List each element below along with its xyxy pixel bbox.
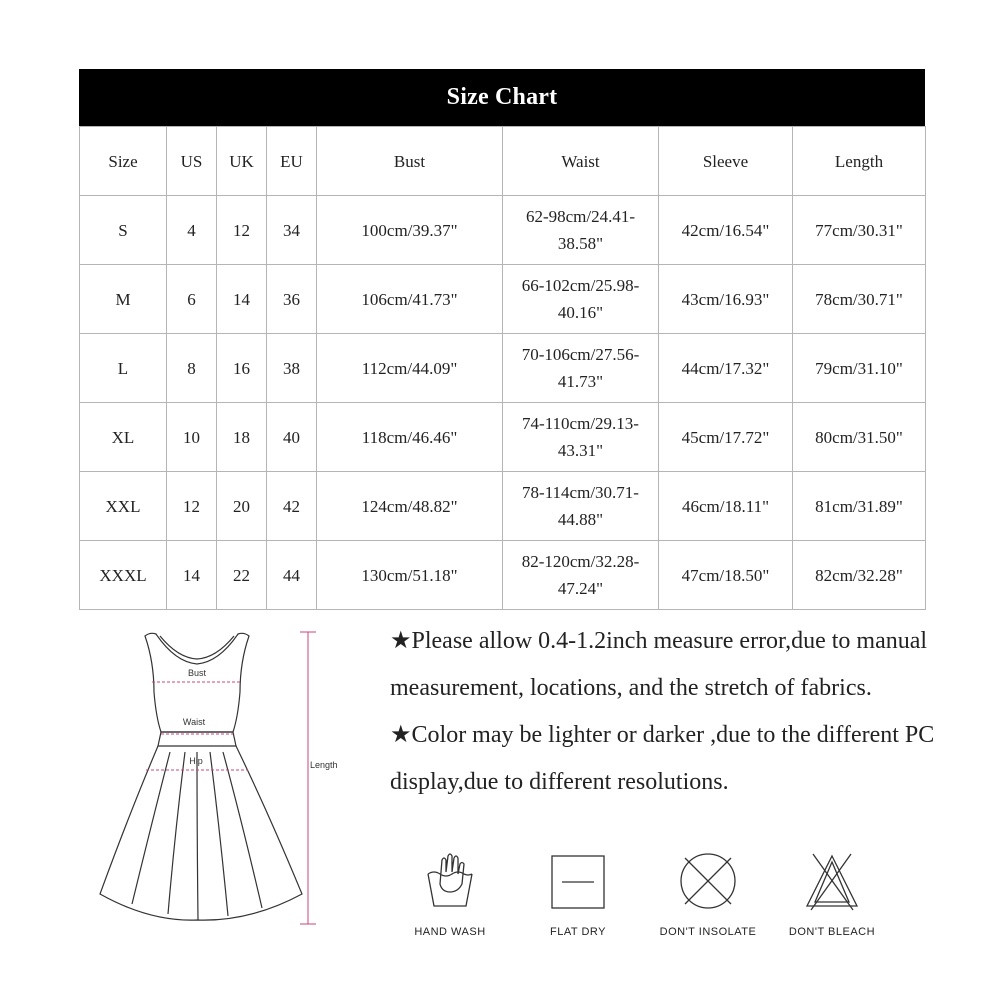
table-row (80, 541, 926, 610)
cell-sleeve: 47cm/18.50" (659, 541, 793, 610)
cell-eu: 36 (267, 265, 317, 334)
cell-size: XXXL (80, 541, 167, 610)
cell-waist: 82-120cm/32.28-47.24" (503, 541, 659, 610)
waist-label: Waist (182, 717, 206, 727)
header-us: US (167, 127, 217, 196)
note-color-variance: ★Color may be lighter or darker ,due to the different PC display,due to different resolutions. (390, 722, 935, 795)
header-sleeve: Sleeve (659, 127, 793, 196)
cell-bust: 118cm/46.46" (317, 403, 503, 472)
table-row (80, 403, 926, 472)
measurement-notes (390, 618, 950, 806)
cell-waist: 62-98cm/24.41-38.58" (503, 196, 659, 265)
cell-size: L (80, 334, 167, 403)
cell-us: 8 (167, 334, 217, 403)
size-chart-title: Size Chart (79, 69, 925, 126)
dont-insolate-label: DON'T INSOLATE (659, 926, 757, 938)
cell-uk: 14 (217, 265, 267, 334)
cell-bust: 130cm/51.18" (317, 541, 503, 610)
cell-us: 6 (167, 265, 217, 334)
cell-uk: 18 (217, 403, 267, 472)
hand-wash-label: HAND WASH (414, 926, 486, 938)
care-flat-dry (508, 850, 648, 938)
dont-bleach-label: DON'T BLEACH (788, 926, 876, 938)
table-row (80, 196, 926, 265)
table-header-row (80, 127, 926, 196)
cell-uk: 12 (217, 196, 267, 265)
cell-uk: 20 (217, 472, 267, 541)
length-label: Length (310, 760, 338, 770)
dress-measurement-diagram (90, 622, 360, 932)
cell-bust: 112cm/44.09" (317, 334, 503, 403)
cell-eu: 34 (267, 196, 317, 265)
dont-bleach-icon (801, 850, 863, 912)
table-row (80, 334, 926, 403)
cell-size: S (80, 196, 167, 265)
bust-label: Bust (187, 668, 207, 678)
cell-uk: 16 (217, 334, 267, 403)
header-uk: UK (217, 127, 267, 196)
cell-length: 80cm/31.50" (793, 403, 926, 472)
size-table (79, 126, 926, 610)
cell-us: 12 (167, 472, 217, 541)
cell-sleeve: 42cm/16.54" (659, 196, 793, 265)
cell-bust: 100cm/39.37" (317, 196, 503, 265)
dress-illustration (90, 622, 360, 932)
cell-length: 79cm/31.10" (793, 334, 926, 403)
cell-sleeve: 43cm/16.93" (659, 265, 793, 334)
cell-length: 81cm/31.89" (793, 472, 926, 541)
size-chart (79, 69, 925, 610)
cell-eu: 38 (267, 334, 317, 403)
cell-us: 4 (167, 196, 217, 265)
cell-length: 78cm/30.71" (793, 265, 926, 334)
flat-dry-label: FLAT DRY (550, 926, 606, 938)
cell-sleeve: 45cm/17.72" (659, 403, 793, 472)
cell-us: 14 (167, 541, 217, 610)
cell-us: 10 (167, 403, 217, 472)
cell-eu: 40 (267, 403, 317, 472)
header-size: Size (80, 127, 167, 196)
hand-wash-icon (420, 850, 480, 912)
cell-bust: 124cm/48.82" (317, 472, 503, 541)
dont-insolate-icon (677, 850, 739, 912)
cell-length: 82cm/32.28" (793, 541, 926, 610)
cell-size: XXL (80, 472, 167, 541)
cell-eu: 44 (267, 541, 317, 610)
flat-dry-icon (548, 850, 608, 912)
cell-waist: 78-114cm/30.71-44.88" (503, 472, 659, 541)
cell-bust: 106cm/41.73" (317, 265, 503, 334)
cell-length: 77cm/30.31" (793, 196, 926, 265)
note-measure-error: ★Please allow 0.4-1.2inch measure error,due to manual measurement, locations, and the stretch of fabrics. (390, 628, 928, 701)
cell-eu: 42 (267, 472, 317, 541)
cell-waist: 66-102cm/25.98-40.16" (503, 265, 659, 334)
hip-label: Hip (189, 756, 203, 766)
header-waist: Waist (503, 127, 659, 196)
header-length: Length (793, 127, 926, 196)
cell-waist: 74-110cm/29.13-43.31" (503, 403, 659, 472)
cell-uk: 22 (217, 541, 267, 610)
cell-size: M (80, 265, 167, 334)
cell-sleeve: 44cm/17.32" (659, 334, 793, 403)
header-bust: Bust (317, 127, 503, 196)
cell-sleeve: 46cm/18.11" (659, 472, 793, 541)
cell-waist: 70-106cm/27.56-41.73" (503, 334, 659, 403)
header-eu: EU (267, 127, 317, 196)
care-dont-bleach (762, 850, 902, 938)
care-hand-wash (380, 850, 520, 938)
table-row (80, 265, 926, 334)
cell-size: XL (80, 403, 167, 472)
table-row (80, 472, 926, 541)
care-dont-insolate (638, 850, 778, 938)
